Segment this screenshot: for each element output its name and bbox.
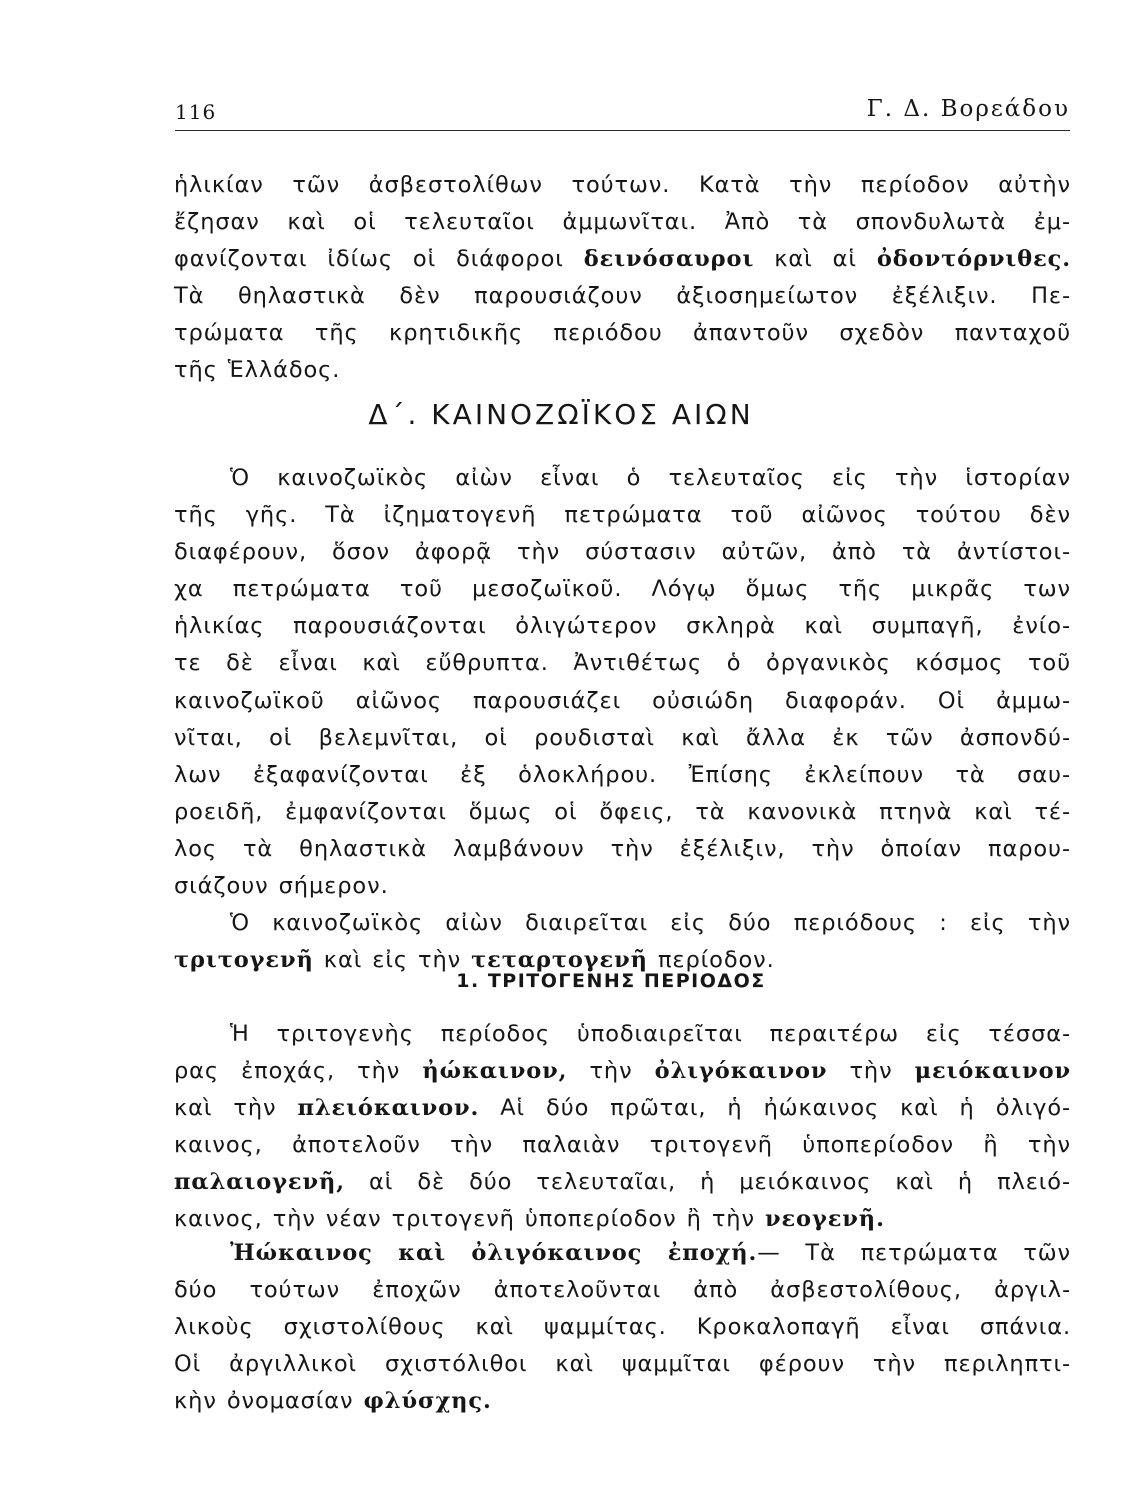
- text-run: καὶ τὴν: [174, 1095, 298, 1122]
- text-run: καινος, τὴν νέαν τριτογενῆ ὑποπερίοδον ἢ τὴν: [174, 1206, 765, 1233]
- text-line: Τὰ θηλαστικὰ δὲν παρουσιάζουν ἀξιοσημείωτον ἐξέλιξιν. Πε-: [174, 283, 1071, 310]
- bold-term: παλαιογενῆ,: [174, 1169, 346, 1196]
- text-line: Ὁ καινοζωϊκὸς αἰὼν εἶναι ὁ τελευταῖος εἰς τὴν ἱστορίαν: [230, 465, 1071, 491]
- text-line: διαφέρουν, ὅσον ἀφορᾷ τὴν σύστασιν αὐτῶν, ἀπὸ τὰ ἀντίστοι-: [174, 539, 1071, 566]
- text-run: αἱ δὲ δύο τελευταῖαι, ἡ μειόκαινος καὶ ἡ πλειό-: [345, 1169, 1071, 1196]
- bold-term: μειόκαινον: [914, 1058, 1072, 1085]
- text-run: περίοδον.: [647, 947, 775, 974]
- text-line: τρώματα τῆς κρητιδικῆς περιόδου ἀπαντοῦν σχεδὸν πανταχοῦ: [174, 320, 1071, 347]
- text-run: — Τὰ πετρώματα τῶν: [757, 1240, 1071, 1266]
- text-line: λικοὺς σχιστολίθους καὶ ψαμμίτας. Κροκαλοπαγῆ εἶναι σπάνια.: [174, 1314, 1071, 1341]
- text-line: σιάζουν σήμερον.: [174, 873, 389, 900]
- text-line: Οἱ ἀργιλλικοὶ σχιστόλιθοι καὶ ψαμμῖται φέρουν τὴν περιληπτι-: [174, 1351, 1071, 1378]
- text-line: ροειδῆ, ἐμφανίζονται ὅμως οἱ ὄφεις, τὰ κανονικὰ πτηνὰ καὶ τέ-: [174, 798, 1071, 825]
- text-line: λος τὰ θηλαστικὰ λαμβάνουν τὴν ἐξέλιξιν, τὴν ὁποίαν παρου-: [174, 835, 1071, 862]
- text-line: τῆς γῆς. Τὰ ἰζηματογενῆ πετρώματα τοῦ αἰῶνος τούτου δὲν: [174, 502, 1071, 529]
- text-line: τῆς Ἑλλάδος.: [174, 357, 341, 384]
- text-line: λων ἐξαφανίζονται ἐξ ὁλοκλήρου. Ἐπίσης ἐκλείπουν τὰ σαυ-: [174, 761, 1071, 788]
- text-run: καὶ εἰς τὴν: [313, 947, 472, 974]
- subsection-heading: 1. ΤΡΙΤΟΓΕΝΗΣ ΠΕΡΙΟΔΟΣ: [456, 970, 766, 992]
- text-line: καινοζωϊκοῦ αἰῶνος παρουσιάζει οὐσιώδη διαφοράν. Οἱ ἀμμω-: [174, 687, 1071, 714]
- running-title: Γ. Δ. Βορεάδου: [866, 96, 1070, 122]
- bold-term: τεταρτογενῆ: [471, 947, 648, 974]
- text-line: νῖται, οἱ βελεμνῖται, οἱ ρουδισταὶ καὶ ἄλλα ἐκ τῶν ἀσπονδύ-: [174, 724, 1071, 751]
- text-run: τὴν: [827, 1058, 915, 1085]
- text-line: Ὁ καινοζωϊκὸς αἰὼν διαιρεῖται εἰς δύο περιόδους : εἰς τὴν: [230, 910, 1071, 937]
- paragraph-cretaceous-end: [174, 167, 1071, 390]
- paragraph-tertiary: [174, 1016, 1071, 1239]
- text-line: χα πετρώματα τοῦ μεσοζωϊκοῦ. Λόγῳ ὅμως τῆς μικρᾶς των: [174, 576, 1071, 603]
- bold-term: Ἠώκαινος καὶ ὀλιγόκαινος ἐποχή.: [230, 1240, 758, 1266]
- text-line: [174, 241, 1071, 278]
- bold-term: νεογενῆ.: [764, 1206, 885, 1233]
- bold-term: δεινόσαυροι: [583, 246, 755, 273]
- bold-term: ὀλιγόκαινον: [654, 1058, 828, 1085]
- text-run: κὴν ὀνομασίαν: [174, 1388, 364, 1415]
- text-run: τὴν: [567, 1058, 655, 1085]
- text-line: [174, 1383, 1071, 1420]
- text-run: καὶ αἱ: [754, 246, 877, 273]
- text-line: [174, 1201, 1071, 1238]
- page-number: 116: [175, 100, 217, 124]
- text-line: Ἡ τριτογενὴς περίοδος ὑποδιαιρεῖται περαιτέρω εἰς τέσσα-: [230, 1021, 1071, 1047]
- running-header: [175, 92, 1070, 131]
- text-line: [174, 1164, 1071, 1201]
- bold-term: πλειόκαινον.: [297, 1095, 480, 1122]
- text-run: Αἱ δύο πρῶται, ἡ ἠώκαινος καὶ ἡ ὀλιγό-: [479, 1095, 1072, 1122]
- text-line: τε δὲ εἶναι καὶ εὔθρυπτα. Ἀντιθέτως ὁ ὀργανικὸς κόσμος τοῦ: [174, 650, 1071, 677]
- section-heading: Δ΄. ΚΑΙΝΟΖΩΪΚΟΣ ΑΙΩΝ: [368, 398, 754, 431]
- bold-term: ἠώκαινον,: [422, 1058, 568, 1085]
- bold-term: φλύσχης.: [363, 1388, 492, 1415]
- bold-term: ὀδοντόρνιθες.: [876, 246, 1072, 273]
- text-line: καινος, ἀποτελοῦν τὴν παλαιὰν τριτογενῆ ὑποπερίοδον ἢ τὴν: [174, 1132, 1071, 1159]
- text-line: δύο τούτων ἐποχῶν ἀποτελοῦνται ἀπὸ ἀσβεστολίθους, ἀργιλ-: [174, 1277, 1071, 1304]
- paragraph-eocene-oligocene: [174, 1235, 1071, 1420]
- text-line: ἔζησαν καὶ οἱ τελευταῖοι ἀμμωνῖται. Ἀπὸ τὰ σπονδυλωτὰ ἐμ-: [174, 209, 1071, 236]
- text-line: ἡλικίαν τῶν ἀσβεστολίθων τούτων. Κατὰ τὴν περίοδον αὐτὴν: [174, 172, 1071, 198]
- bold-term: τριτογενῆ: [174, 947, 314, 974]
- text-line: [174, 1235, 1071, 1272]
- paragraph-cenozoic-intro: [174, 460, 1071, 979]
- text-line: [174, 1053, 1071, 1090]
- text-line: [174, 1090, 1071, 1127]
- text-line: ἡλικίας παρουσιάζονται ὀλιγώτερον σκληρὰ καὶ συμπαγῆ, ἐνίο-: [174, 613, 1071, 640]
- text-run: ρας ἐποχάς, τὴν: [174, 1058, 423, 1085]
- text-run: φανίζονται ἰδίως οἱ διάφοροι: [174, 246, 584, 273]
